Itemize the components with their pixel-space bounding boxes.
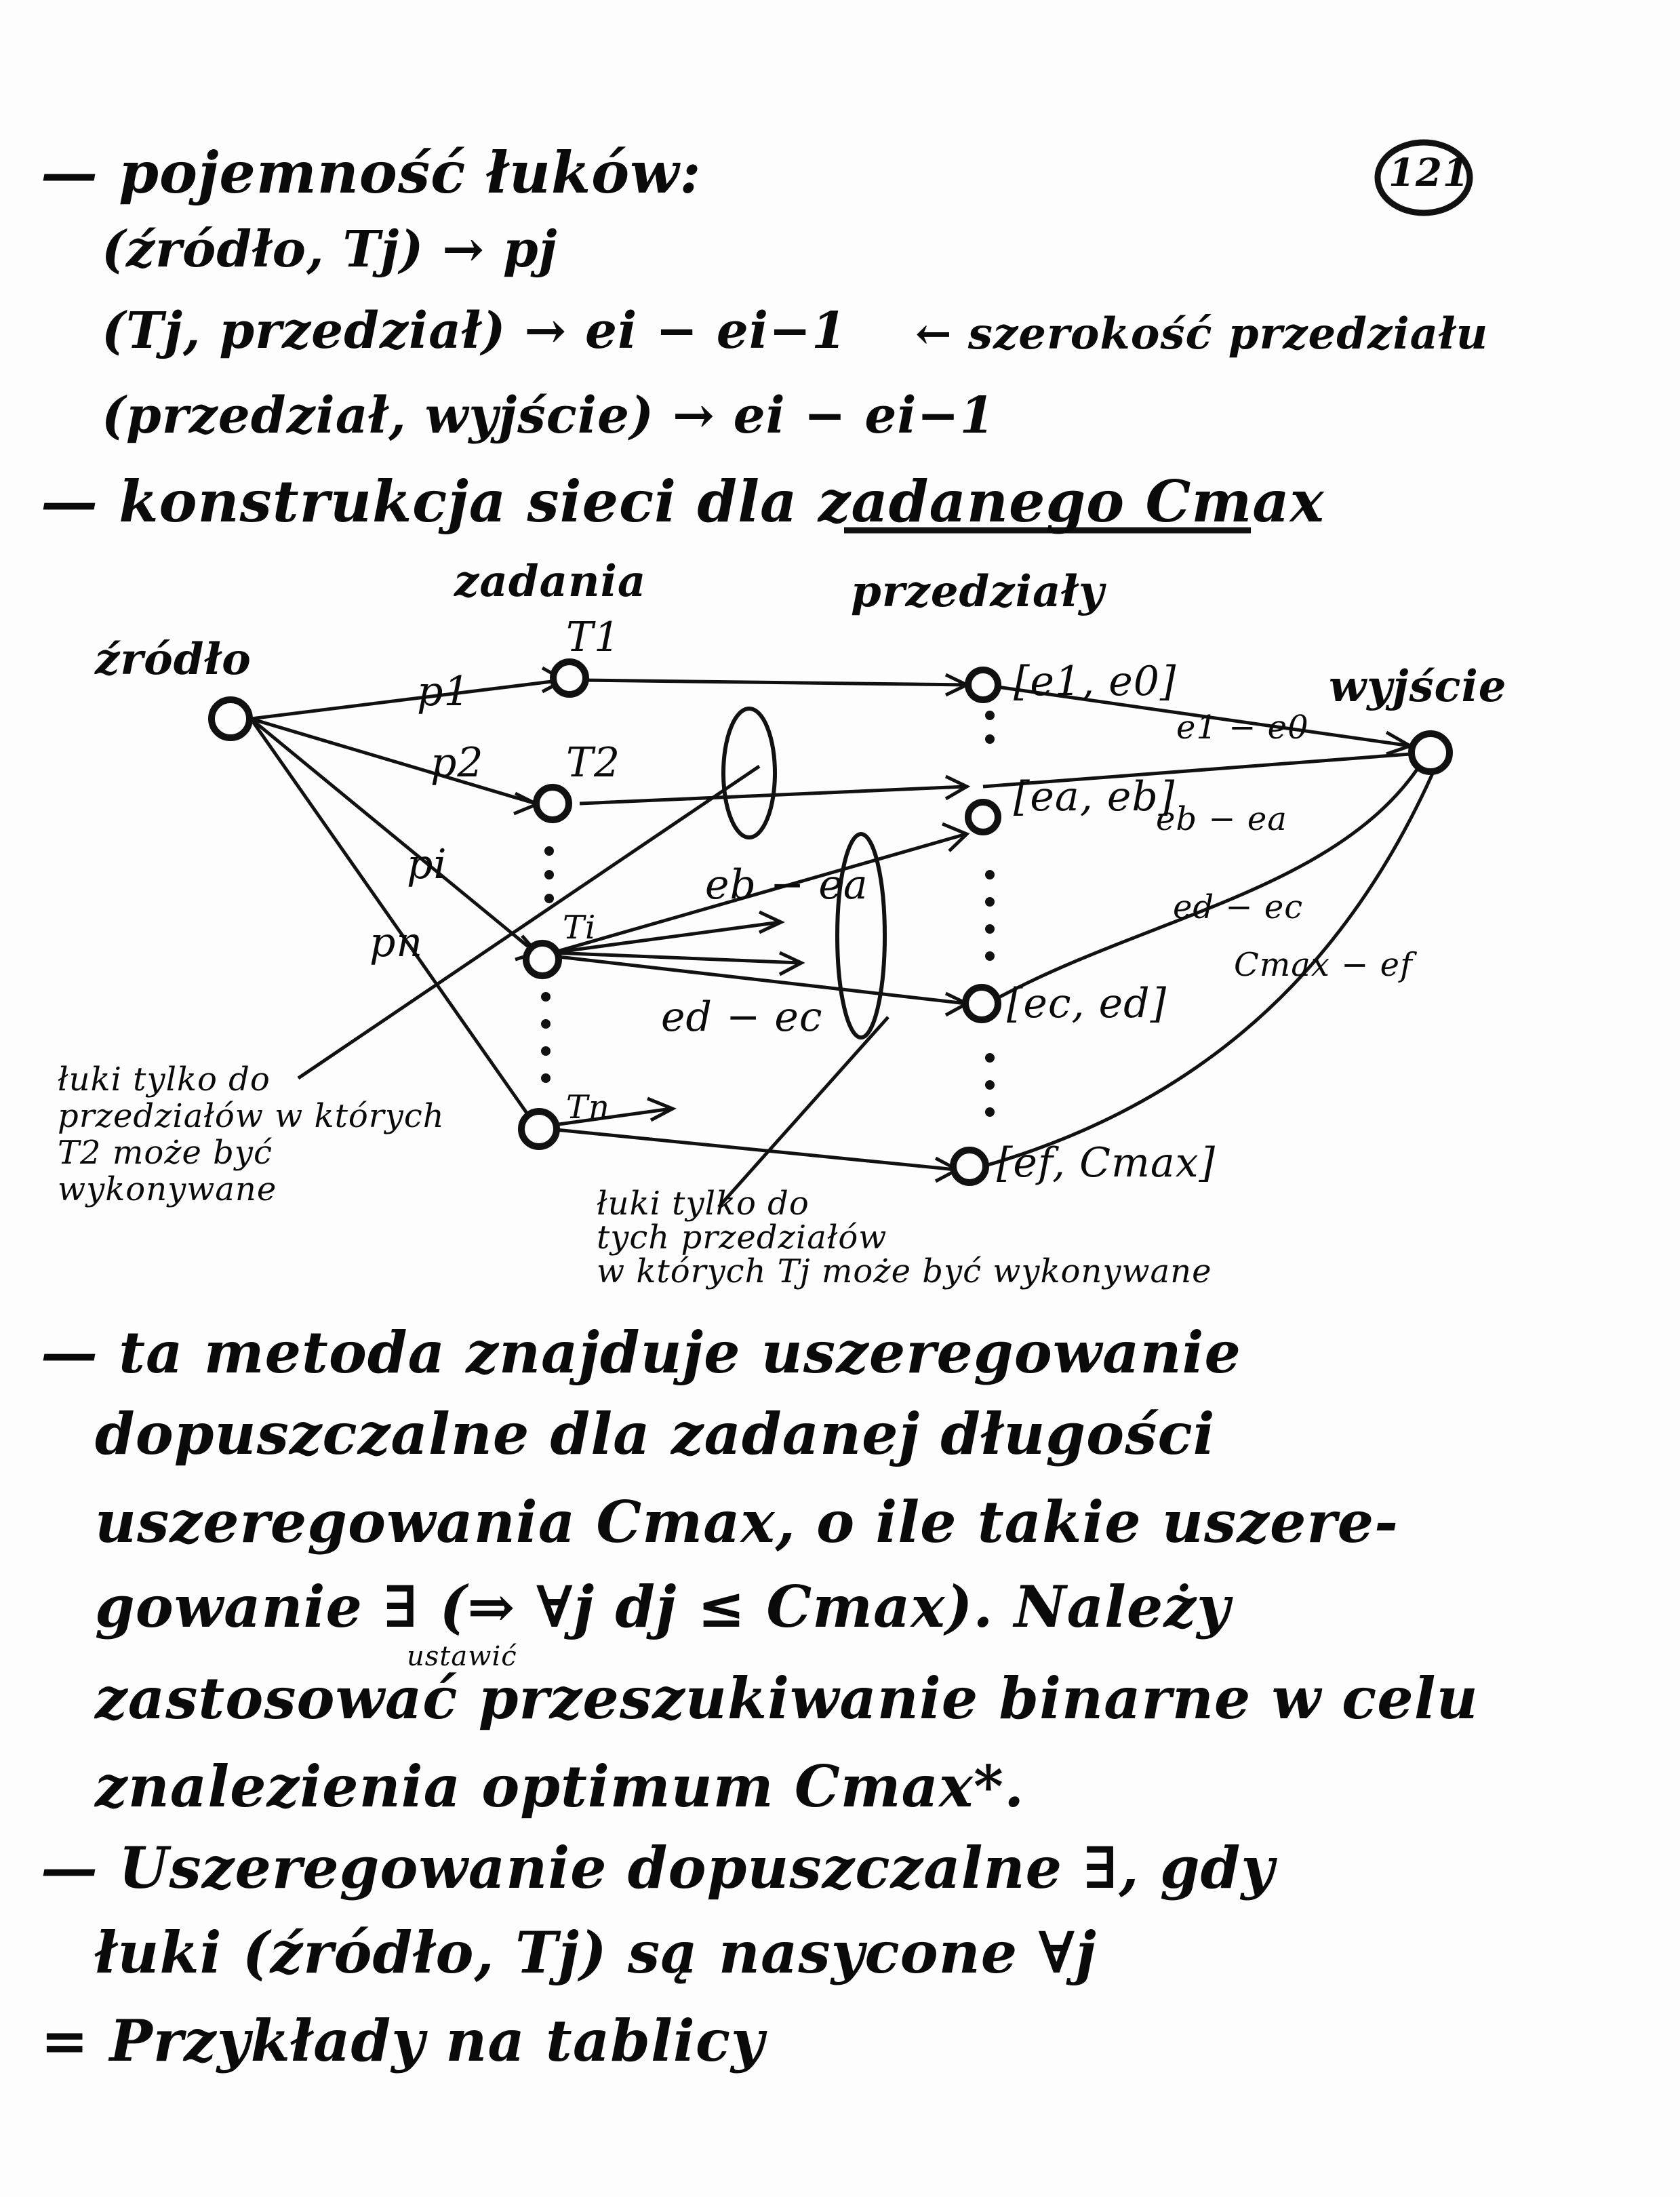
- sink-edge-label-4: Cmax − ef: [1234, 946, 1413, 984]
- task-node: [521, 1111, 557, 1147]
- task-node: [526, 943, 559, 976]
- paragraph-1-line-6: znalezienia optimum Cmax*.: [95, 1753, 1025, 1820]
- task-edge-label-1: eb − ea: [705, 861, 868, 909]
- paragraph-2-line-2: łuki (źródło, Tj) są nasycone ∀j: [95, 1919, 1097, 1986]
- source-edge-label-2: p2: [431, 739, 484, 787]
- sink-edge-label-3: ed − ec: [1173, 888, 1304, 926]
- interval-label-2: [ea, eb]: [1014, 773, 1176, 820]
- sink-node: [1412, 734, 1449, 772]
- source-edge-label-1: p1: [417, 668, 471, 715]
- task-label-2: T2: [566, 739, 621, 787]
- task-label-1: T1: [566, 614, 621, 661]
- capacity-line-3: (przedział, wyjście) → ei − ei−1: [102, 387, 996, 445]
- final-line: = Przykłady na tablicy: [41, 2007, 765, 2074]
- source-edge-label-i: pi: [407, 841, 447, 888]
- note-center: łuki tylko do tych przedziałów w których Tj może być wykonywane: [597, 1185, 1212, 1290]
- sink-label: wyjście: [1329, 661, 1507, 712]
- paragraph-1-line-1: — ta metoda znajduje uszeregowanie: [41, 1319, 1241, 1386]
- interval-label-3: [ec, ed]: [1007, 980, 1167, 1027]
- paragraph-1-line-2: dopuszczalne dla zadanej długości: [95, 1400, 1216, 1467]
- task-node: [536, 787, 569, 820]
- capacity-line-2-note: ← szerokość przedziału: [915, 309, 1489, 359]
- sink-edge-label-1: e1 − e0: [1176, 709, 1309, 747]
- interval-node: [965, 987, 998, 1020]
- task-node: [553, 662, 586, 694]
- page-number: 121: [1388, 151, 1470, 195]
- capacity-line-1: (źródło, Tj) → pj: [102, 220, 558, 279]
- paragraph-1-line-3: uszeregowania Cmax, o ile takie uszere-: [95, 1488, 1399, 1556]
- sink-edge-label-2: eb − ea: [1156, 800, 1287, 838]
- task-label-n: Tn: [566, 1088, 610, 1126]
- capacity-line-2: (Tj, przedział) → ei − ei−1: [102, 302, 847, 360]
- column-tasks-label: zadania: [454, 556, 647, 607]
- construction-heading: — konstrukcja sieci dla zadanego Cmax: [41, 468, 1325, 535]
- paragraph-1-line-4: gowanie ∃ (⇒ ∀j dj ≤ Cmax). Należy: [95, 1573, 1231, 1640]
- paragraph-2-line-1: — Uszeregowanie dopuszczalne ∃, gdy: [41, 1834, 1275, 1901]
- ustawic-note: ustawić: [407, 1641, 517, 1672]
- interval-label-1: [e1, e0]: [1014, 658, 1177, 705]
- task-label-i: Ti: [563, 909, 597, 947]
- column-intervals-label: przedziały: [851, 566, 1105, 617]
- source-edge-label-n: pn: [369, 919, 424, 966]
- capacity-heading: — pojemność łuków:: [41, 139, 702, 206]
- note-left: łuki tylko do przedziałów w których T2 może być wykonywane: [58, 1061, 445, 1208]
- paragraph-1-line-5: zastosować przeszukiwanie binarne w celu: [95, 1665, 1479, 1732]
- source-label: źródło: [95, 634, 252, 685]
- task-edge-label-2: ed − ec: [661, 993, 823, 1041]
- interval-label-4: [ef, Cmax]: [997, 1139, 1216, 1187]
- interval-node: [968, 670, 998, 700]
- interval-node: [968, 802, 998, 832]
- source-node: [212, 700, 249, 738]
- interval-node: [953, 1150, 986, 1183]
